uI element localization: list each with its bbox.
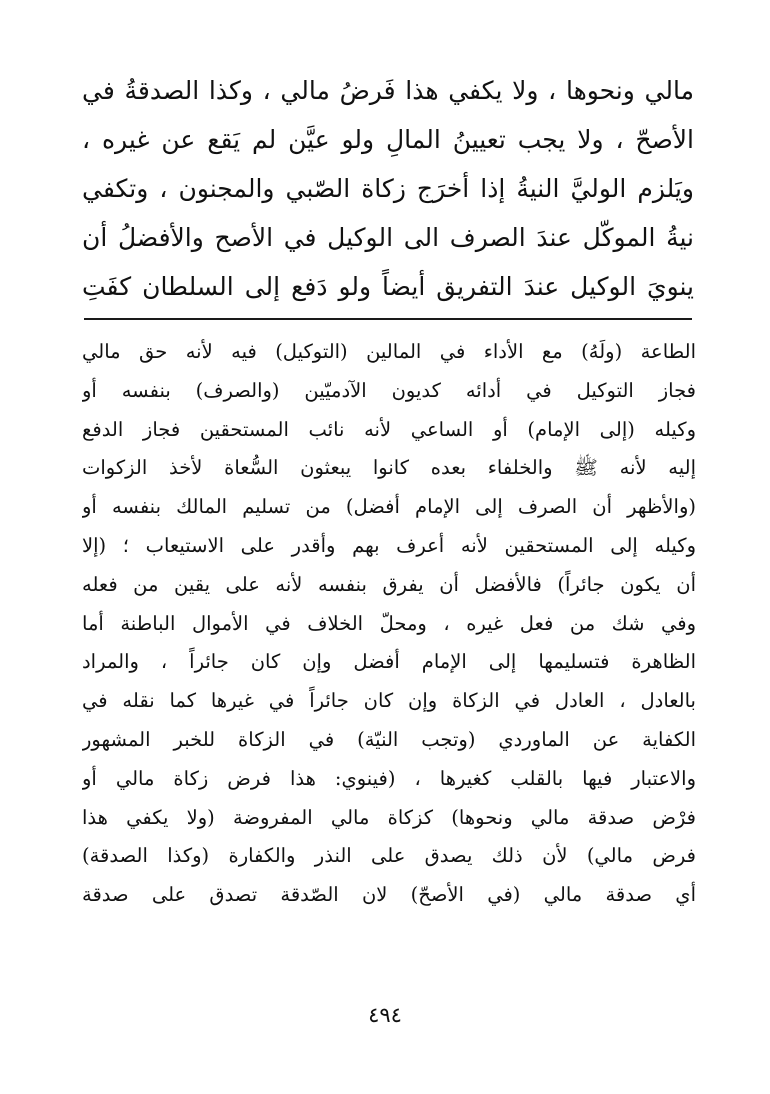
commentary-line: فرْض صدقة مالي ونحوها) كزكاة مالي المفروضة (ولا يكفي هذا xyxy=(82,805,696,829)
main-text-line: الأصحّ ، ولا يجب تعيينُ المالِ ولو عيَّن لم يَقع عن غيره ، xyxy=(82,125,694,154)
main-text-line: مالي ونحوها ، ولا يكفي هذا فَرضُ مالي ، وكذا الصدقةُ في xyxy=(82,76,694,105)
main-text-line: نيةُ الموكّل عندَ الصرف الى الوكيل في الأصح والأفضلُ أن xyxy=(82,223,694,252)
main-text-line: ينويَ الوكيل عندَ التفريق أيضاً ولو دَفع إلى السلطان كفَتِ xyxy=(82,272,694,301)
commentary-line: فجاز التوكيل في أدائه كديون الآدميّين (والصرف) بنفسه أو xyxy=(82,378,696,402)
commentary-block xyxy=(82,333,696,915)
commentary-line: أي صدقة مالي (في الأصحّ) لان الصّدقة تصدق على صدقة xyxy=(82,883,696,907)
commentary-line: الكفاية عن الماوردي (وتجب النيّة) في الزكاة للخبر المشهور xyxy=(82,727,696,751)
commentary-line: (والأظهر أن الصرف إلى الإمام أفضل) من تسليم المالك بنفسه أو xyxy=(82,495,696,519)
commentary-line: إليه لأنه ﷺ والخلفاء بعده كانوا يبعثون السُّعاة لأخذ الزكوات xyxy=(82,456,696,480)
commentary-line: فرض مالي) لأن ذلك يصدق على النذر والكفارة (وكذا الصدقة) xyxy=(82,844,696,868)
main-text-line: ويَلزم الوليَّ النيةُ إذا أخرَج زكاة الصّبي والمجنون ، وتكفي xyxy=(82,174,694,203)
commentary-line: الظاهرة فتسليمها إلى الإمام أفضل وإن كان جائراً ، والمراد xyxy=(82,650,696,674)
commentary-line: الطاعة (ولَهُ) مع الأداء في المالين (التوكيل) فيه لأنه حق مالي xyxy=(82,340,696,363)
main-text-block xyxy=(82,66,694,311)
commentary-line: وكيله إلى المستحقين لأنه أعرف بهم وأقدر على الاستيعاب ؛ (إلا xyxy=(82,533,696,557)
commentary-line: بالعادل ، العادل في الزكاة وإن كان جائراً في غيرها كما نقله في xyxy=(82,689,696,713)
commentary-line: أن يكون جائراً) فالأفضل أن يفرق بنفسه لأنه على يقين من فعله xyxy=(82,572,696,596)
commentary-line: والاعتبار فيها بالقلب كغيرها ، (فينوي: هذا فرض زكاة مالي أو xyxy=(82,766,696,790)
page-number: ٤٩٤ xyxy=(368,1003,402,1027)
commentary-line: وفي شك من فعل غيره ، ومحلّ الخلاف في الأموال الباطنة أما xyxy=(82,611,696,635)
commentary-line: وكيله (إلى الإمام) أو الساعي لأنه نائب المستحقين فجاز الدفع xyxy=(82,417,696,441)
separator-rule xyxy=(84,318,692,320)
